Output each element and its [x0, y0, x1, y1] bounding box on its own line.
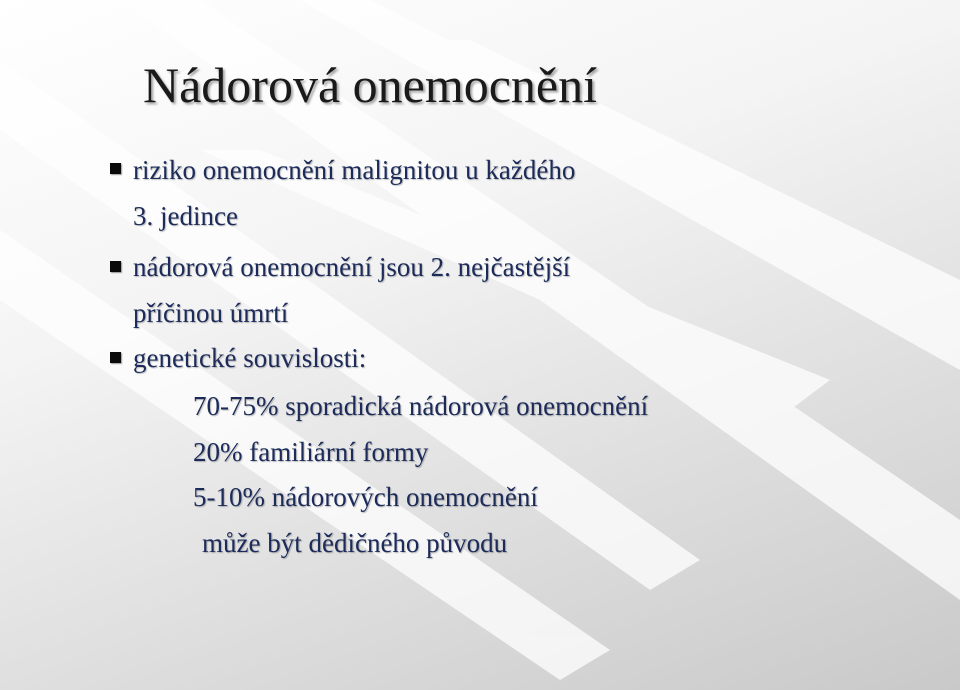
- square-bullet-icon: [110, 352, 121, 363]
- square-bullet-icon: [110, 163, 121, 174]
- slide-title: Nádorová onemocnění: [143, 57, 598, 113]
- sub-item-text: 70-75% sporadická nádorová onemocnění: [193, 391, 649, 421]
- bullet-text-line: riziko onemocnění malignitou u každého: [133, 155, 576, 185]
- bullet-text-line: genetické souvislosti:: [133, 343, 367, 373]
- square-bullet-icon: [110, 261, 121, 272]
- bullet-text-line: 3. jedince: [133, 201, 238, 231]
- sub-item-text: 5-10% nádorových onemocnění: [193, 482, 538, 512]
- sub-item-text: 20% familiární formy: [193, 437, 429, 467]
- bullet-text-line: příčinou úmrtí: [133, 298, 289, 328]
- bullet-text-line: nádorová onemocnění jsou 2. nejčastější: [133, 252, 571, 282]
- sub-item-text: může být dědičného původu: [202, 528, 508, 558]
